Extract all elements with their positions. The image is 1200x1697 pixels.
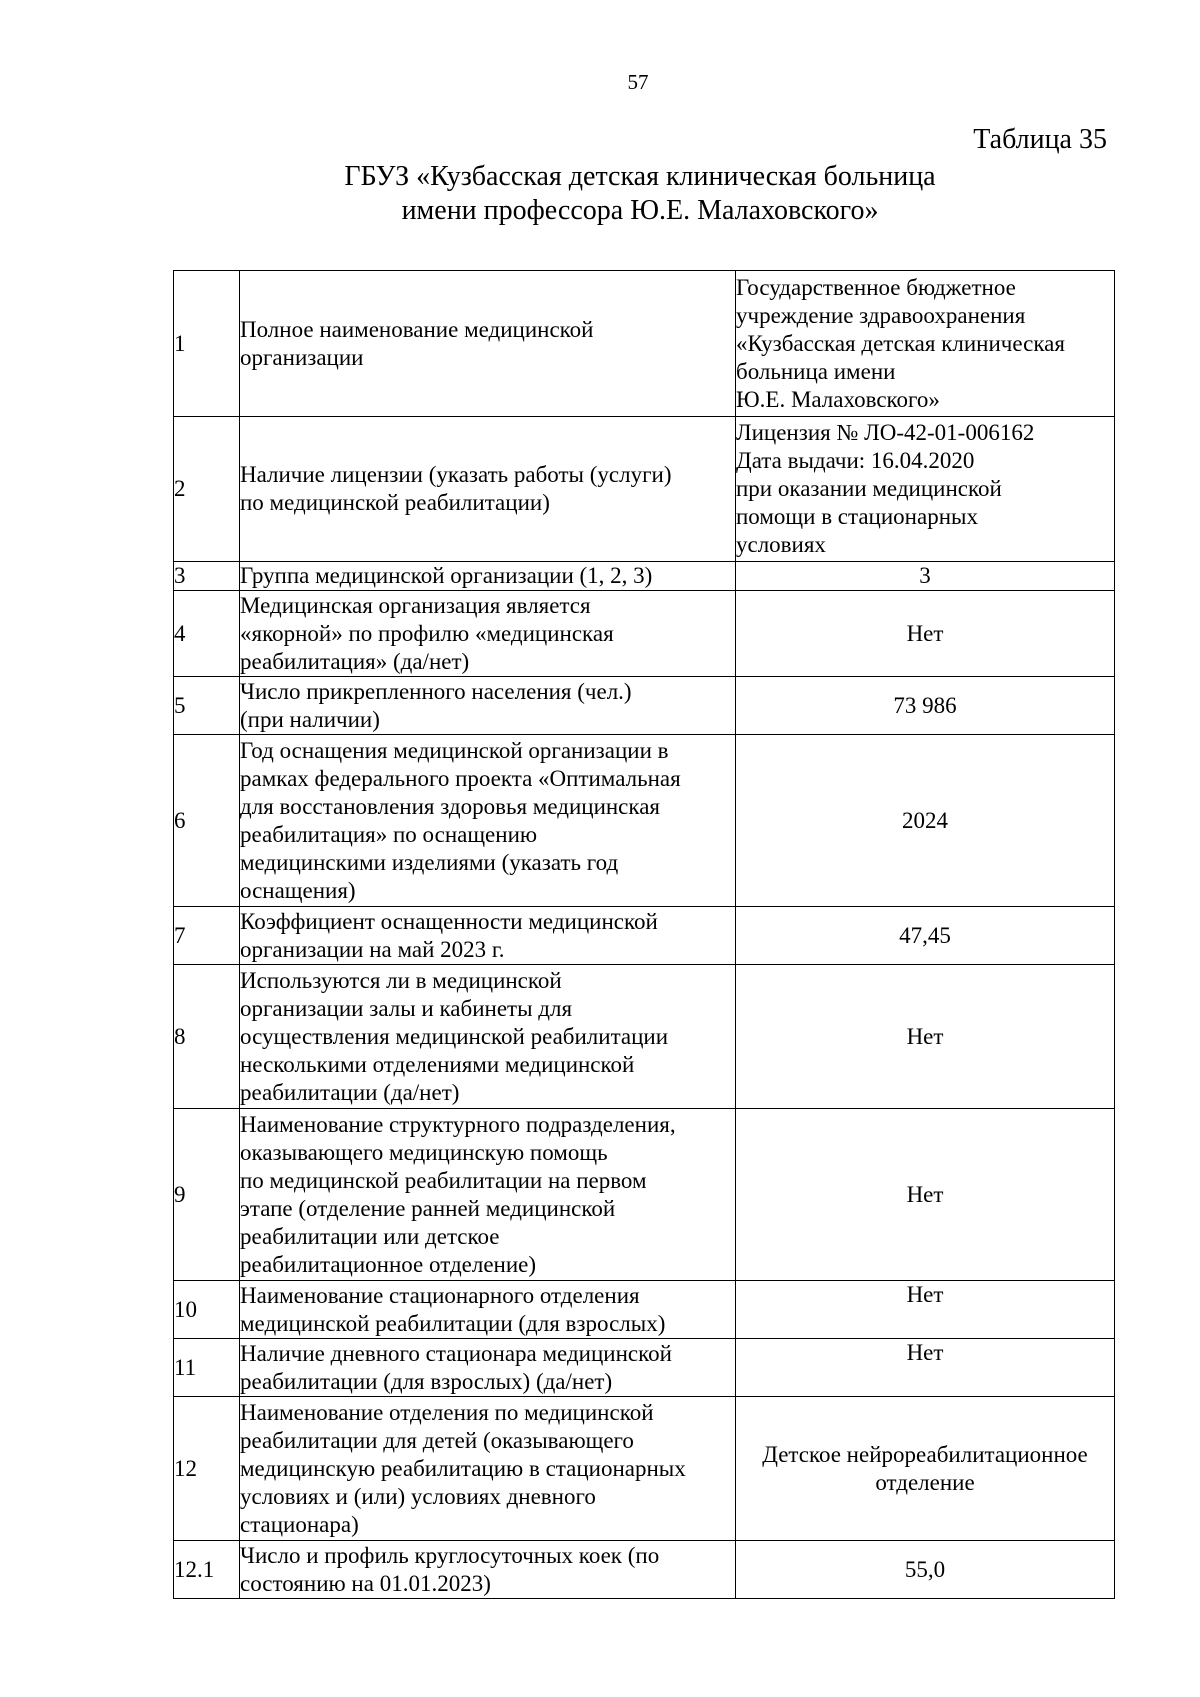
row-number: 8 <box>174 965 240 1109</box>
page-number: 57 <box>627 70 649 94</box>
row-value: Нет <box>736 1339 1115 1397</box>
document-title <box>170 160 1110 228</box>
table-row <box>174 1339 1115 1397</box>
row-number: 6 <box>174 735 240 907</box>
row-description: Медицинская организация является «якорной» по профилю «медицинская реабилитация» (да/нет) <box>240 591 736 677</box>
row-number: 5 <box>174 677 240 735</box>
row-number: 7 <box>174 907 240 965</box>
row-value: 73 986 <box>736 677 1115 735</box>
table-row <box>174 417 1115 562</box>
row-description: Наличие лицензии (указать работы (услуги) по медицинской реабилитации) <box>240 417 736 562</box>
row-value: Нет <box>736 591 1115 677</box>
row-description: Число прикрепленного населения (чел.) (при наличии) <box>240 677 736 735</box>
row-value: Нет <box>736 965 1115 1109</box>
row-value: Государственное бюджетное учреждение здравоохранения «Кузбасская детская клиническая больница имени Ю.Е. Малаховского» <box>736 271 1115 417</box>
row-value: Нет <box>736 1281 1115 1339</box>
row-description: Год оснащения медицинской организации в рамках федерального проекта «Оптимальная для восстановления здоровья медицинская реабилитация» по оснащению медицинскими изделиями (указать год оснащения) <box>240 735 736 907</box>
row-number: 1 <box>174 271 240 417</box>
table-row <box>174 907 1115 965</box>
row-description: Коэффициент оснащенности медицинской организации на май 2023 г. <box>240 907 736 965</box>
row-description: Число и профиль круглосуточных коек (по состоянию на 01.01.2023) <box>240 1541 736 1599</box>
row-description: Наименование отделения по медицинской реабилитации для детей (оказывающего медицинскую реабилитацию в стационарных условиях и (или) условиях дневного стационара) <box>240 1397 736 1541</box>
table-row <box>174 1281 1115 1339</box>
row-value: 2024 <box>736 735 1115 907</box>
row-number: 12.1 <box>174 1541 240 1599</box>
row-description: Группа медицинской организации (1, 2, 3) <box>240 562 736 591</box>
row-value: 55,0 <box>736 1541 1115 1599</box>
row-value: 47,45 <box>736 907 1115 965</box>
row-value: 3 <box>736 562 1115 591</box>
organization-info-table <box>173 270 1115 1599</box>
row-number: 2 <box>174 417 240 562</box>
row-number: 10 <box>174 1281 240 1339</box>
row-number: 11 <box>174 1339 240 1397</box>
row-description: Полное наименование медицинской организации <box>240 271 736 417</box>
row-description: Наименование стационарного отделения медицинской реабилитации (для взрослых) <box>240 1281 736 1339</box>
row-description: Наличие дневного стационара медицинской реабилитации (для взрослых) (да/нет) <box>240 1339 736 1397</box>
document-title-line-2: имени профессора Ю.Е. Малаховского» <box>401 195 879 226</box>
row-number: 9 <box>174 1109 240 1281</box>
row-value: Нет <box>736 1109 1115 1281</box>
row-description: Используются ли в медицинской организации залы и кабинеты для осуществления медицинской реабилитации несколькими отделениями медицинской реабилитации (да/нет) <box>240 965 736 1109</box>
row-number: 3 <box>174 562 240 591</box>
table-row <box>174 677 1115 735</box>
table-row <box>174 965 1115 1109</box>
table-row <box>174 1397 1115 1541</box>
row-description: Наименование структурного подразделения, оказывающего медицинскую помощь по медицинской реабилитации на первом этапе (отделение ранней медицинской реабилитации или детское реабилитационное отделение) <box>240 1109 736 1281</box>
row-number: 4 <box>174 591 240 677</box>
table-row <box>174 562 1115 591</box>
table-row <box>174 1541 1115 1599</box>
table-label: Таблица 35 <box>973 124 1107 155</box>
table-row <box>174 591 1115 677</box>
document-title-line-1: ГБУЗ «Кузбасская детская клиническая больница <box>344 161 936 192</box>
table-row <box>174 735 1115 907</box>
row-number: 12 <box>174 1397 240 1541</box>
table-row <box>174 1109 1115 1281</box>
row-value: Лицензия № ЛО-42-01-006162 Дата выдачи: 16.04.2020 при оказании медицинской помощи в стационарных условиях <box>736 417 1115 562</box>
table-row <box>174 271 1115 417</box>
row-value: Детское нейрореабилитационное отделение <box>736 1397 1115 1541</box>
